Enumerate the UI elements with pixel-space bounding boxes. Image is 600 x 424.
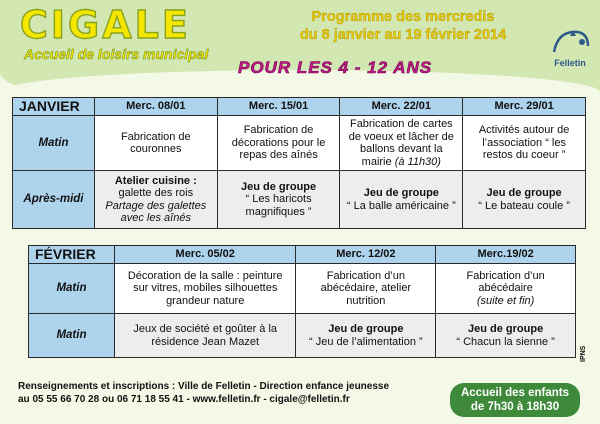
activity-heading: Jeu de groupe: [328, 323, 404, 335]
programme-line-2: du 8 janvier au 19 février 2014: [299, 27, 507, 43]
february-table: [28, 245, 576, 358]
activity-heading: Atelier cuisine :: [114, 174, 197, 187]
activity-note: (suite et fin): [476, 294, 535, 307]
activity-cell: Activités autour de l’association “ les restos du coeur ”: [463, 116, 586, 171]
hours-line-2: de 7h30 à 18h30: [470, 401, 560, 413]
activity-cell: Décoration de la salle : peinture sur vitres, mobiles silhouettes grandeur nature: [114, 264, 296, 314]
activity-text: “ La balle américaine ”: [346, 199, 456, 212]
table-row: [29, 314, 576, 358]
activity-cell: Jeux de société et goûter à la résidence Jean Mazet: [114, 314, 296, 358]
contact-line-2: au 05 55 66 70 28 ou 06 71 18 55 41 - www.felletin.fr - cigale@felletin.fr: [18, 394, 350, 405]
activity-text: Fabrication d’un abécédaire: [466, 269, 545, 295]
brand-subtitle: Accueil de loisirs municipal: [24, 46, 209, 62]
january-header-row: [13, 98, 586, 116]
activity-heading: Jeu de groupe: [240, 180, 317, 193]
activity-cell: [436, 314, 576, 358]
contact-info: [18, 380, 389, 406]
activity-text: galette des rois: [118, 187, 194, 199]
col-header: Merc. 15/01: [217, 98, 340, 116]
ipns-credit: IPNS: [580, 345, 587, 362]
activity-cell: Fabrication d’un abécédaire, atelier nutrition: [296, 264, 436, 314]
row-label-matin: Matin: [13, 116, 95, 171]
month-label-february: FÉVRIER: [29, 246, 115, 264]
table-row: [13, 116, 586, 171]
col-header: Merc.19/02: [436, 246, 576, 264]
logo-label: Felletin: [554, 58, 586, 68]
col-header: Merc. 08/01: [94, 98, 217, 116]
activity-text: “ Jeu de l’alimentation ”: [308, 335, 423, 348]
activity-cell: Fabrication de décorations pour le repas des aînés: [217, 116, 340, 171]
january-table: [12, 97, 586, 229]
activity-text: Fabrication de cartes de voeux et lâcher de ballons devant la mairie: [348, 118, 454, 168]
table-row: [13, 171, 586, 229]
hours-badge: [450, 383, 580, 417]
activity-text: “ Les haricots magnifiques ”: [245, 193, 312, 218]
activity-cell: [296, 314, 436, 358]
activity-cell: [340, 116, 463, 171]
activity-cell: [436, 264, 576, 314]
activity-heading: Jeu de groupe: [486, 187, 562, 199]
programme-line-1: Programme des mercredis: [311, 9, 495, 25]
activity-text: “ Chacun la sienne ”: [456, 335, 555, 348]
activity-cell: [340, 171, 463, 229]
activity-heading: Jeu de groupe: [363, 187, 439, 199]
row-label-matin: Matin: [29, 314, 115, 358]
row-label-matin: Matin: [29, 264, 115, 314]
hours-line-1: Accueil des enfants: [460, 387, 569, 399]
activity-heading: Jeu de groupe: [468, 323, 544, 335]
col-header: Merc. 05/02: [114, 246, 296, 264]
activity-note: (à 11h30): [394, 155, 441, 168]
brand-title: CIGALE: [20, 3, 191, 47]
activity-cell: [217, 171, 340, 229]
month-label-january: JANVIER: [13, 98, 95, 116]
col-header: Merc. 12/02: [296, 246, 436, 264]
activity-cell: [463, 171, 586, 229]
programme-title: [258, 8, 548, 44]
activity-cell: Fabrication de couronnes: [94, 116, 217, 171]
age-banner: POUR LES 4 - 12 ANS: [238, 58, 433, 77]
activity-cell: [94, 171, 217, 229]
activity-note: Partage des galettes avec les aînés: [105, 199, 207, 224]
row-label-apres-midi: Après-midi: [13, 171, 95, 229]
activity-text: “ Le bateau coule ”: [478, 199, 570, 212]
col-header: Merc. 29/01: [463, 98, 586, 116]
february-header-row: [29, 246, 576, 264]
contact-line-1: Renseignements et inscriptions : Ville de Felletin - Direction enfance jeunesse: [18, 381, 390, 392]
col-header: Merc. 22/01: [340, 98, 463, 116]
table-row: [29, 264, 576, 314]
